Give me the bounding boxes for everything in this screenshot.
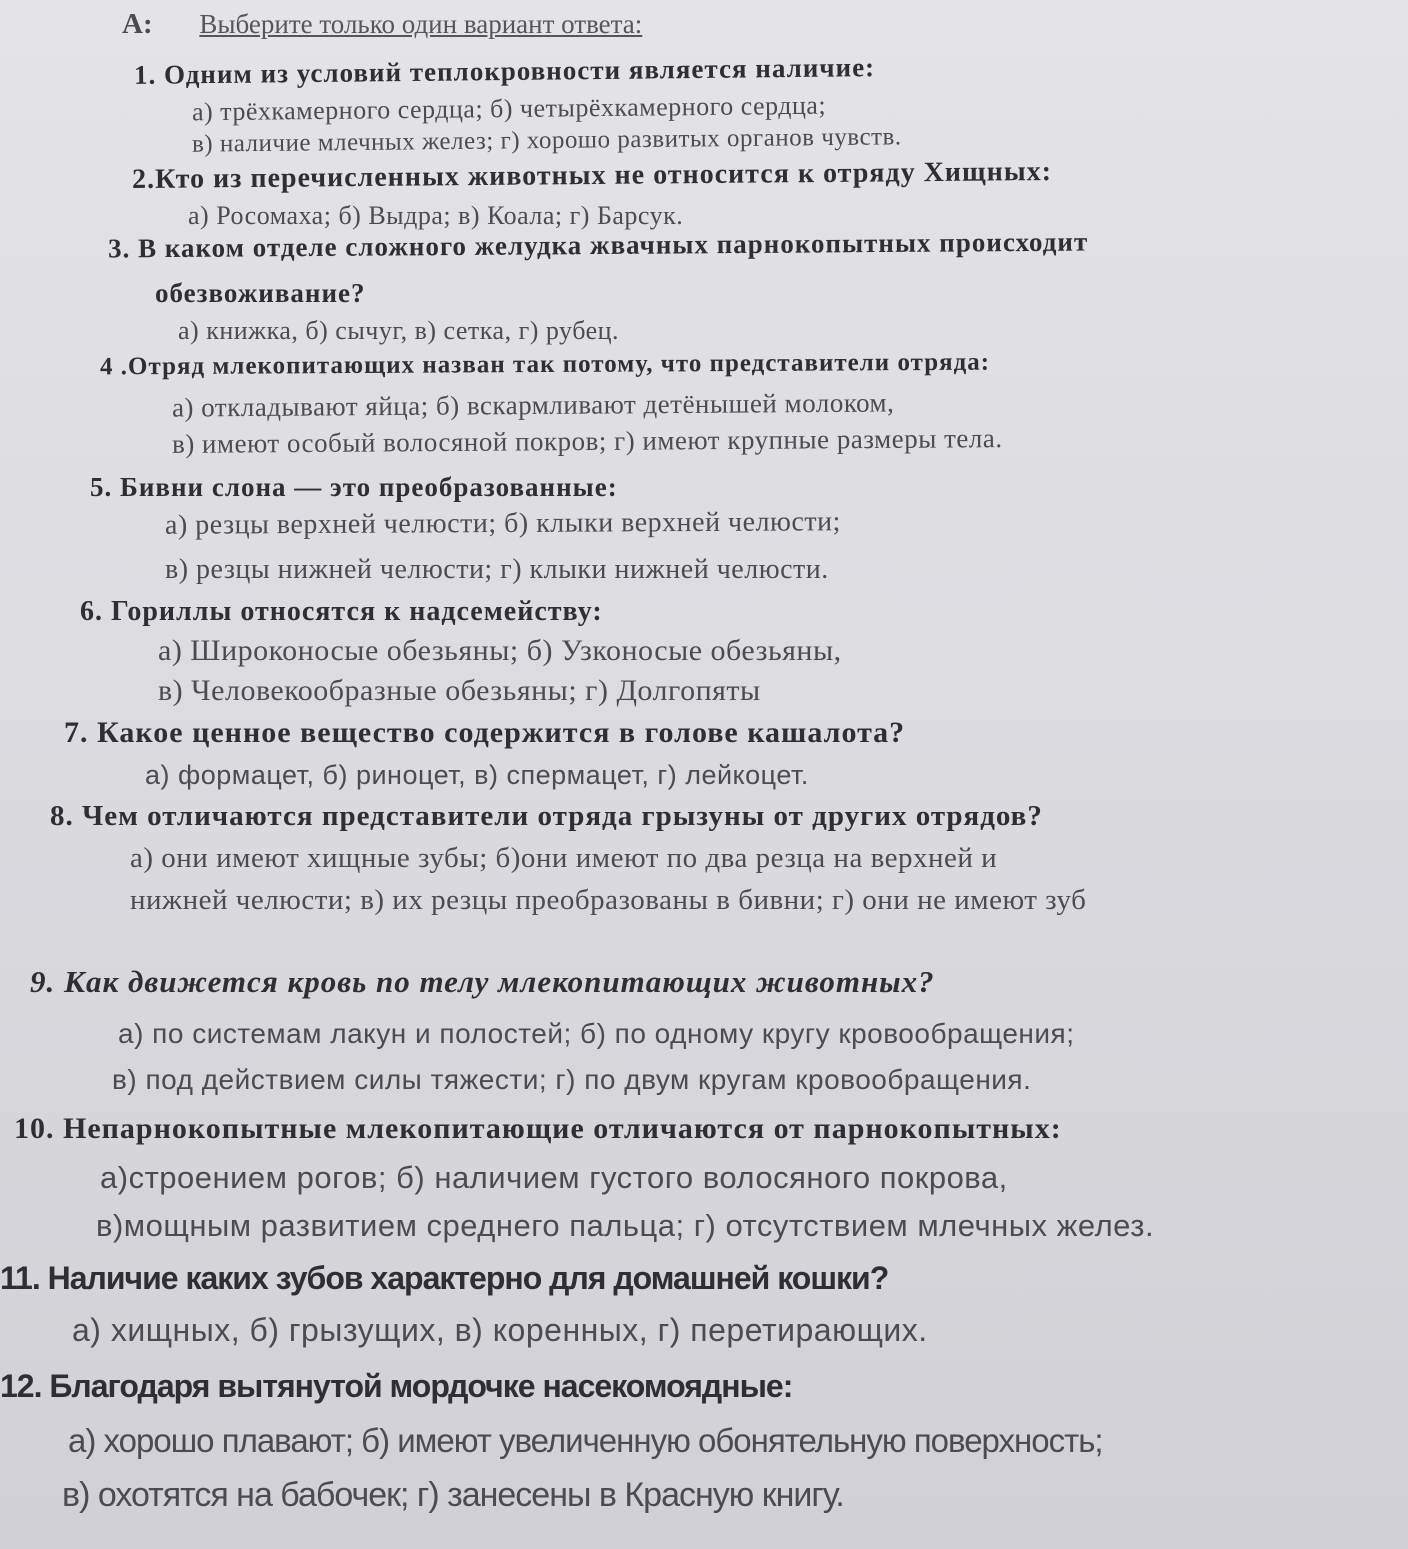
question-9-option-line-1: а) по системам лакун и полостей; б) по одному кругу кровообращения; [118, 1018, 1075, 1049]
question-11: 11. Наличие каких зубов характерно для домашней кошки? [0, 1260, 889, 1296]
question-11-options: а) хищных, б) грызущих, в) коренных, г) перетирающих. [72, 1312, 928, 1348]
question-4-option-line-2: в) имеют особый волосяной покров; г) имеют крупные размеры тела. [171, 423, 1003, 459]
instruction-text: Выберите только один вариант ответа: [199, 9, 643, 39]
question-9: 9. Как движется кровь по телу млекопитающих животных? [30, 964, 935, 999]
section-header [122, 10, 642, 39]
question-12-option-line-2: в) охотятся на бабочек; г) занесены в Красную книгу. [62, 1476, 844, 1514]
section-label: А: [122, 8, 153, 40]
question-8-option-line-1: а) они имеют хищные зубы; б)они имеют по два резца на верхней и [130, 842, 998, 874]
question-4-option-line-1: а) откладывают яйца; б) вскармливают детёнышей молоком, [171, 387, 895, 423]
question-7: 7. Какое ценное вещество содержится в голове кашалота? [64, 716, 906, 749]
question-10: 10. Непарнокопытные млекопитающие отличаются от парнокопытных: [14, 1112, 1062, 1145]
question-12: 12. Благодаря вытянутой мордочке насекомоядные: [0, 1368, 793, 1404]
question-4: 4 .Отряд млекопитающих назван так потому, что представители отряда: [99, 348, 991, 381]
question-8: 8. Чем отличаются представители отряда грызуны от других отрядов? [50, 800, 1043, 832]
question-5-option-line-2: в) резцы нижней челюсти; г) клыки нижней челюсти. [165, 554, 829, 585]
question-1-option-line-1: а) трёхкамерного сердца; б) четырёхкамерного сердца; [191, 90, 827, 127]
question-6: 6. Гориллы относятся к надсемейству: [80, 596, 603, 627]
question-10-option-line-1: а)строением рогов; б) наличием густого волосяного покрова, [100, 1160, 1008, 1195]
question-1-option-line-2: в) наличие млечных желез; г) хорошо развитых органов чувств. [191, 123, 902, 158]
question-2-options: а) Росомаха; б) Выдра; в) Коала; г) Барсук. [188, 201, 684, 230]
question-3-continued: обезвоживание? [155, 278, 366, 308]
question-12-option-line-1: а) хорошо плавают; б) имеют увеличенную обонятельную поверхность; [68, 1422, 1103, 1459]
question-2: 2.Кто из перечисленных животных не относится к отряду Хищных: [131, 155, 1053, 196]
question-7-options: а) формацет, б) риноцет, в) спермацет, г) лейкоцет. [145, 760, 809, 790]
question-3: 3. В каком отделе сложного желудка жвачных парнокопытных происходит [107, 226, 1089, 264]
question-6-option-line-2: в) Человекообразные обезьяны; г) Долгопяты [158, 674, 761, 707]
question-1: 1. Одним из условий теплокровности является наличие: [133, 52, 876, 90]
question-10-option-line-2: в)мощным развитием среднего пальца; г) отсутствием млечных желез. [96, 1208, 1155, 1243]
question-9-option-line-2: в) под действием силы тяжести; г) по двум кругам кровообращения. [112, 1064, 1032, 1095]
question-6-option-line-1: а) Широконосые обезьяны; б) Узконосые обезьяны, [158, 634, 842, 667]
question-3-options: а) книжка, б) сычуг, в) сетка, г) рубец. [178, 316, 620, 345]
question-5-option-line-1: а) резцы верхней челюсти; б) клыки верхней челюсти; [164, 506, 841, 541]
question-5: 5. Бивни слона — это преобразованные: [90, 472, 618, 502]
question-8-option-line-2: нижней челюсти; в) их резцы преобразованы в бивни; г) они не имеют зуб [130, 884, 1087, 916]
